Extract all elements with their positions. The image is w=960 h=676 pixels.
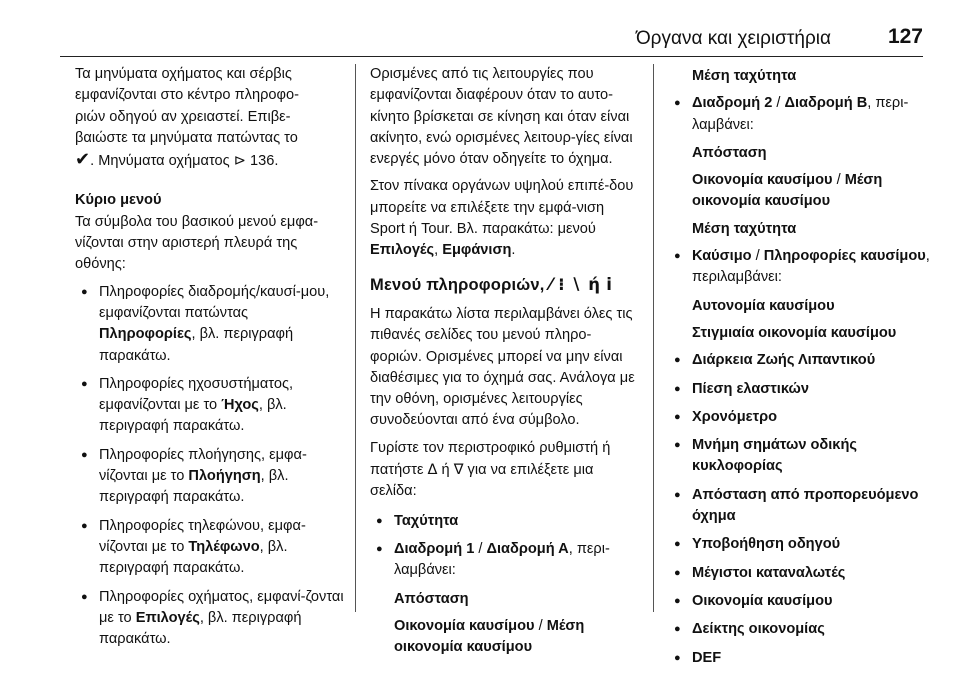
- main-menu-list: [75, 282, 345, 651]
- sub-item: Οικονομία καυσίμου / Μέση οικονομία καυσίμου: [692, 172, 883, 210]
- page-header: [60, 22, 923, 57]
- intro-paragraph: Τα μηνύματα οχήματος και σέρβις εμφανίζονται στο κέντρο πληροφο- ριών οδηγού αν χρειαστεί. Επιβε- βαιώστε τα μηνύματα πατώντας το ✔. Μηνύματα οχήματος ⊳ 136.: [75, 66, 299, 171]
- list-item: ● Διαδρομή 2 / Διαδρομή Β, περι-λαμβάνει:: [668, 93, 930, 136]
- section-heading: Μενού πληροφοριών, ⁄ ⁝ ∖ ή ⅰ: [370, 274, 613, 294]
- list-item: ● Διαδρομή 1 / Διαδρομή Α, περι-λαμβάνει:: [370, 539, 640, 582]
- sub-item: Απόσταση: [394, 590, 469, 607]
- list-item: ● Πληροφορίες ηχοσυστήματος, εμφανίζονται με το Ήχος, βλ. περιγραφή παρακάτω.: [75, 374, 345, 438]
- info-pages-list: [370, 511, 640, 582]
- column-divider: [653, 64, 654, 612]
- paragraph: Γυρίστε τον περιστροφικό ρυθμιστή ή πατήστε Δ ή ∇ για να επιλέξετε μια σελίδα:: [370, 439, 611, 500]
- header-title: Όργανα και χειριστήρια: [635, 28, 831, 49]
- page-number: 127: [887, 25, 923, 48]
- sub-item: Μέση ταχύτητα: [692, 68, 797, 84]
- list-item: ● Πληροφορίες πλοήγησης, εμφα-νίζονται με το Πλοήγηση, βλ. περιγραφή παρακάτω.: [75, 445, 345, 509]
- list-item: ● Καύσιμο / Πληροφορίες καυσίμου, περιλαμβάνει:: [668, 246, 930, 289]
- list-item: ● Δείκτης οικονομίας: [668, 619, 930, 640]
- sub-item: Μέση ταχύτητα: [692, 220, 797, 237]
- list-item: ● Πληροφορίες τηλεφώνου, εμφα-νίζονται με το Τηλέφωνο, βλ. περιγραφή παρακάτω.: [75, 516, 345, 580]
- list-item: ● Χρονόμετρο: [668, 407, 930, 428]
- info-menu-icons: ⁄ ⁝ ∖ ή ⅰ: [549, 274, 613, 294]
- sub-item: Απόσταση: [692, 144, 767, 161]
- list-item: ● Απόσταση από προπορευόμενο όχημα: [668, 485, 930, 528]
- list-item: ● Πληροφορίες οχήματος, εμφανί-ζονται με το Επιλογές, βλ. περιγραφή παρακάτω.: [75, 587, 345, 651]
- list-item: ● Πληροφορίες διαδρομής/καυσί-μου, εμφανίζονται πατώντας Πληροφορίες, βλ. περιγραφή παρακάτω.: [75, 282, 345, 367]
- info-pages-list: [668, 93, 930, 136]
- list-item: ● Ταχύτητα: [370, 511, 640, 532]
- list-item: ● Μέγιστοι καταναλωτές: [668, 563, 930, 584]
- paragraph: Η παρακάτω λίστα περιλαμβάνει όλες τις πιθανές σελίδες του μενού πληρο-φοριών. Ορισμένες μπορεί να μην είναι διαθέσιμες για το όχημά σας. Ανάλογα με την οθόνη, ορισμένες λειτουργίες συνοδεύονται από ένα σύμβολο.: [370, 305, 635, 429]
- list-item: ● Διάρκεια Ζωής Λιπαντικού: [668, 350, 930, 371]
- checkmark-icon: ✔: [75, 149, 91, 171]
- down-arrow-icon: ∇: [453, 461, 464, 479]
- list-item: ● Υποβοήθηση οδηγού: [668, 534, 930, 555]
- list-item: ● DEF: [668, 648, 930, 669]
- info-pages-list: [668, 246, 930, 289]
- column-1: [75, 64, 345, 657]
- column-2: [370, 64, 640, 664]
- sub-item: Στιγμιαία οικονομία καυσίμου: [692, 324, 897, 341]
- up-arrow-icon: Δ: [427, 461, 438, 479]
- paragraph: Ορισμένες από τις λειτουργίες που εμφανίζονται διαφέρουν όταν το αυτο-κίνητο βρίσκεται σε κίνηση και όταν είναι ακίνητο, ενώ ορισμένες λειτουρ-γίες είναι ενεργές μόνο όταν οδηγείτε το όχημα.: [370, 66, 633, 168]
- main-menu-text: Τα σύμβολα του βασικού μενού εμφα- νίζονται στην αριστερή πλευρά της οθόνης:: [75, 213, 319, 273]
- column-divider: [355, 64, 356, 612]
- sub-item: Οικονομία καυσίμου / Μέση οικονομία καυσίμου: [394, 617, 585, 656]
- sub-item: Αυτονομία καυσίμου: [692, 297, 835, 314]
- main-menu-heading: Κύριο μενού: [75, 192, 162, 209]
- info-pages-list: [668, 350, 930, 669]
- list-item: ● Οικονομία καυσίμου: [668, 591, 930, 612]
- list-item: ● Πίεση ελαστικών: [668, 379, 930, 400]
- paragraph: Στον πίνακα οργάνων υψηλού επιπέ-δου μπορείτε να επιλέξετε την εμφά-νιση Sport ή Tour. Βλ. παρακάτω: μενού Επιλογές, Εμφάνιση.: [370, 178, 634, 259]
- list-item: ● Μνήμη σημάτων οδικής κυκλοφορίας: [668, 435, 930, 478]
- column-3: [668, 64, 930, 676]
- arrow-right-icon: ⊳: [233, 152, 246, 170]
